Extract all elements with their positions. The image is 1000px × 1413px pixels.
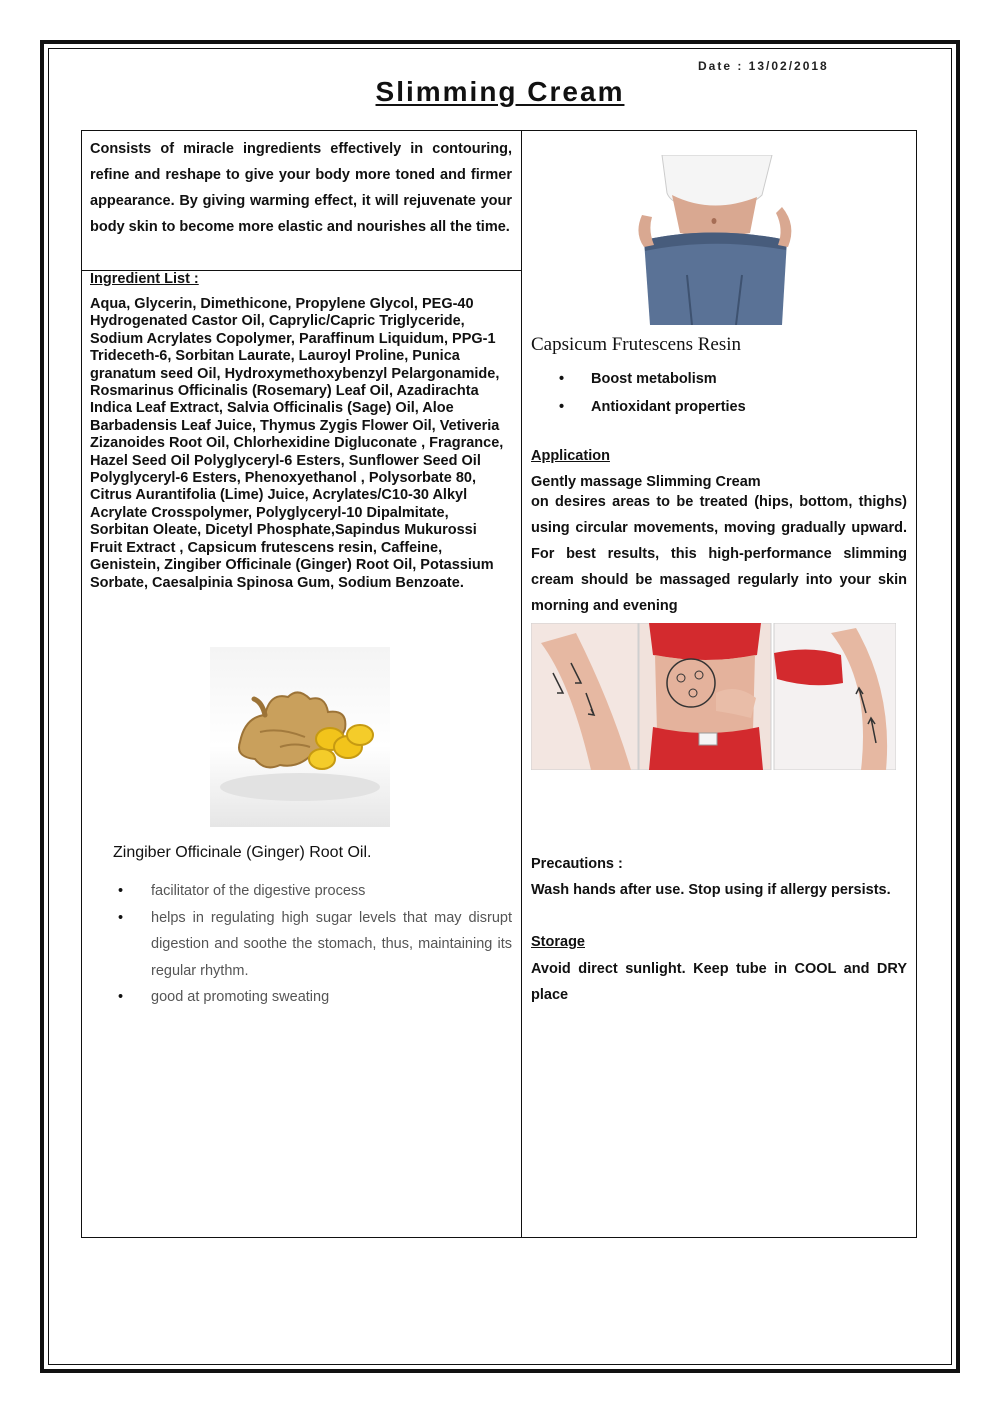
storage-text: Avoid direct sunlight. Keep tube in COOL and DRY place (531, 961, 907, 1003)
bullet-icon: • (559, 371, 565, 387)
list-item: • Antioxidant properties (555, 393, 746, 421)
ginger-benefits-list (110, 878, 512, 1011)
slim-waist-image (632, 155, 797, 325)
massage-steps-image (531, 623, 896, 770)
ginger-image (210, 647, 390, 827)
storage-heading: Storage (531, 934, 585, 950)
bullet-icon: • (559, 399, 565, 415)
ginger-oil-title: Zingiber Officinale (Ginger) Root Oil. (113, 844, 372, 861)
bullet-icon: • (118, 909, 124, 926)
bullet-icon: • (118, 883, 124, 899)
bullet-icon: • (118, 989, 124, 1005)
list-item: • helps in regulating high sugar levels that may disrupt digestion and soothe the stomach, thus, maintaining its regular rhythm. (110, 905, 512, 985)
precautions-text: Wash hands after use. Stop using if allergy persists. (531, 882, 891, 898)
ingredients-list: Aqua, Glycerin, Dimethicone, Propylene Glycol, PEG-40 Hydrogenated Castor Oil, Caprylic/Capric Triglyceride, Sodium Acrylates Copolymer, Paraffinum Liquidum, PPG-1 Trideceth-6, Sorbitan Laurate, Lauroyl Proline, Punica granatum seed Oil, Hydroxymethoxybenzyl Pelargonamide, Rosmarinus Officinalis (Rosemary) Leaf Oil, Azadirachta Indica Leaf Extract, Salvia Officinalis (Sage) Oil, Aloe Barbadensis Leaf Juice, Thymus Zygis Flower Oil, Vetiveria Zizanoides Root Oil, Chlorhexidine Digluconate , Fragrance, Hazel Seed Oil Polyglyceryl-6 Esters, Sunflower Seed Oil Polyglyceryl-6 Esters, Phenoxyethanol , Polysorbate 80, Citrus Aurantifolia (Lime) Juice, Acrylates/C10-30 Alkyl Acrylate Crosspolymer, Polyglyceryl-10 Dipalmitate, Sorbitan Oleate, Dicetyl Phosphate,Sapindus Mukurossi Fruit Extract , Capsicum frutescens resin, Caffeine, Genistein, Zingiber Officinale (Ginger) Root Oil, Potassium Sorbate, Caesalpinia Spinosa Gum, Sodium Benzoate. (90, 296, 504, 591)
list-item: • good at promoting sweating (110, 984, 512, 1011)
ingredients-heading: Ingredient List : (90, 271, 199, 287)
application-instructions: on desires areas to be treated (hips, bottom, thighs) using circular movements, moving gradually upward. For best results, this high-performance slimming cream should be massaged regularly into your skin morning and evening (531, 494, 907, 614)
application-intro: Gently massage Slimming Cream (531, 474, 761, 490)
list-item: • facilitator of the digestive process (110, 878, 512, 905)
document-title: Slimming Cream (375, 76, 625, 107)
precautions-heading: Precautions : (531, 856, 623, 872)
column-divider (521, 130, 522, 1238)
capsicum-benefits-list (555, 365, 746, 421)
capsicum-title: Capsicum Frutescens Resin (531, 334, 742, 355)
application-heading: Application (531, 448, 610, 464)
list-item: • Boost metabolism (555, 365, 746, 393)
document-date: Date : 13/02/2018 (698, 59, 829, 73)
product-description: Consists of miracle ingredients effectively in contouring, refine and reshape to give your body more toned and firmer appearance. By giving warming effect, it will rejuvenate your body skin to become more elastic and nourishes all the time. (90, 141, 512, 235)
